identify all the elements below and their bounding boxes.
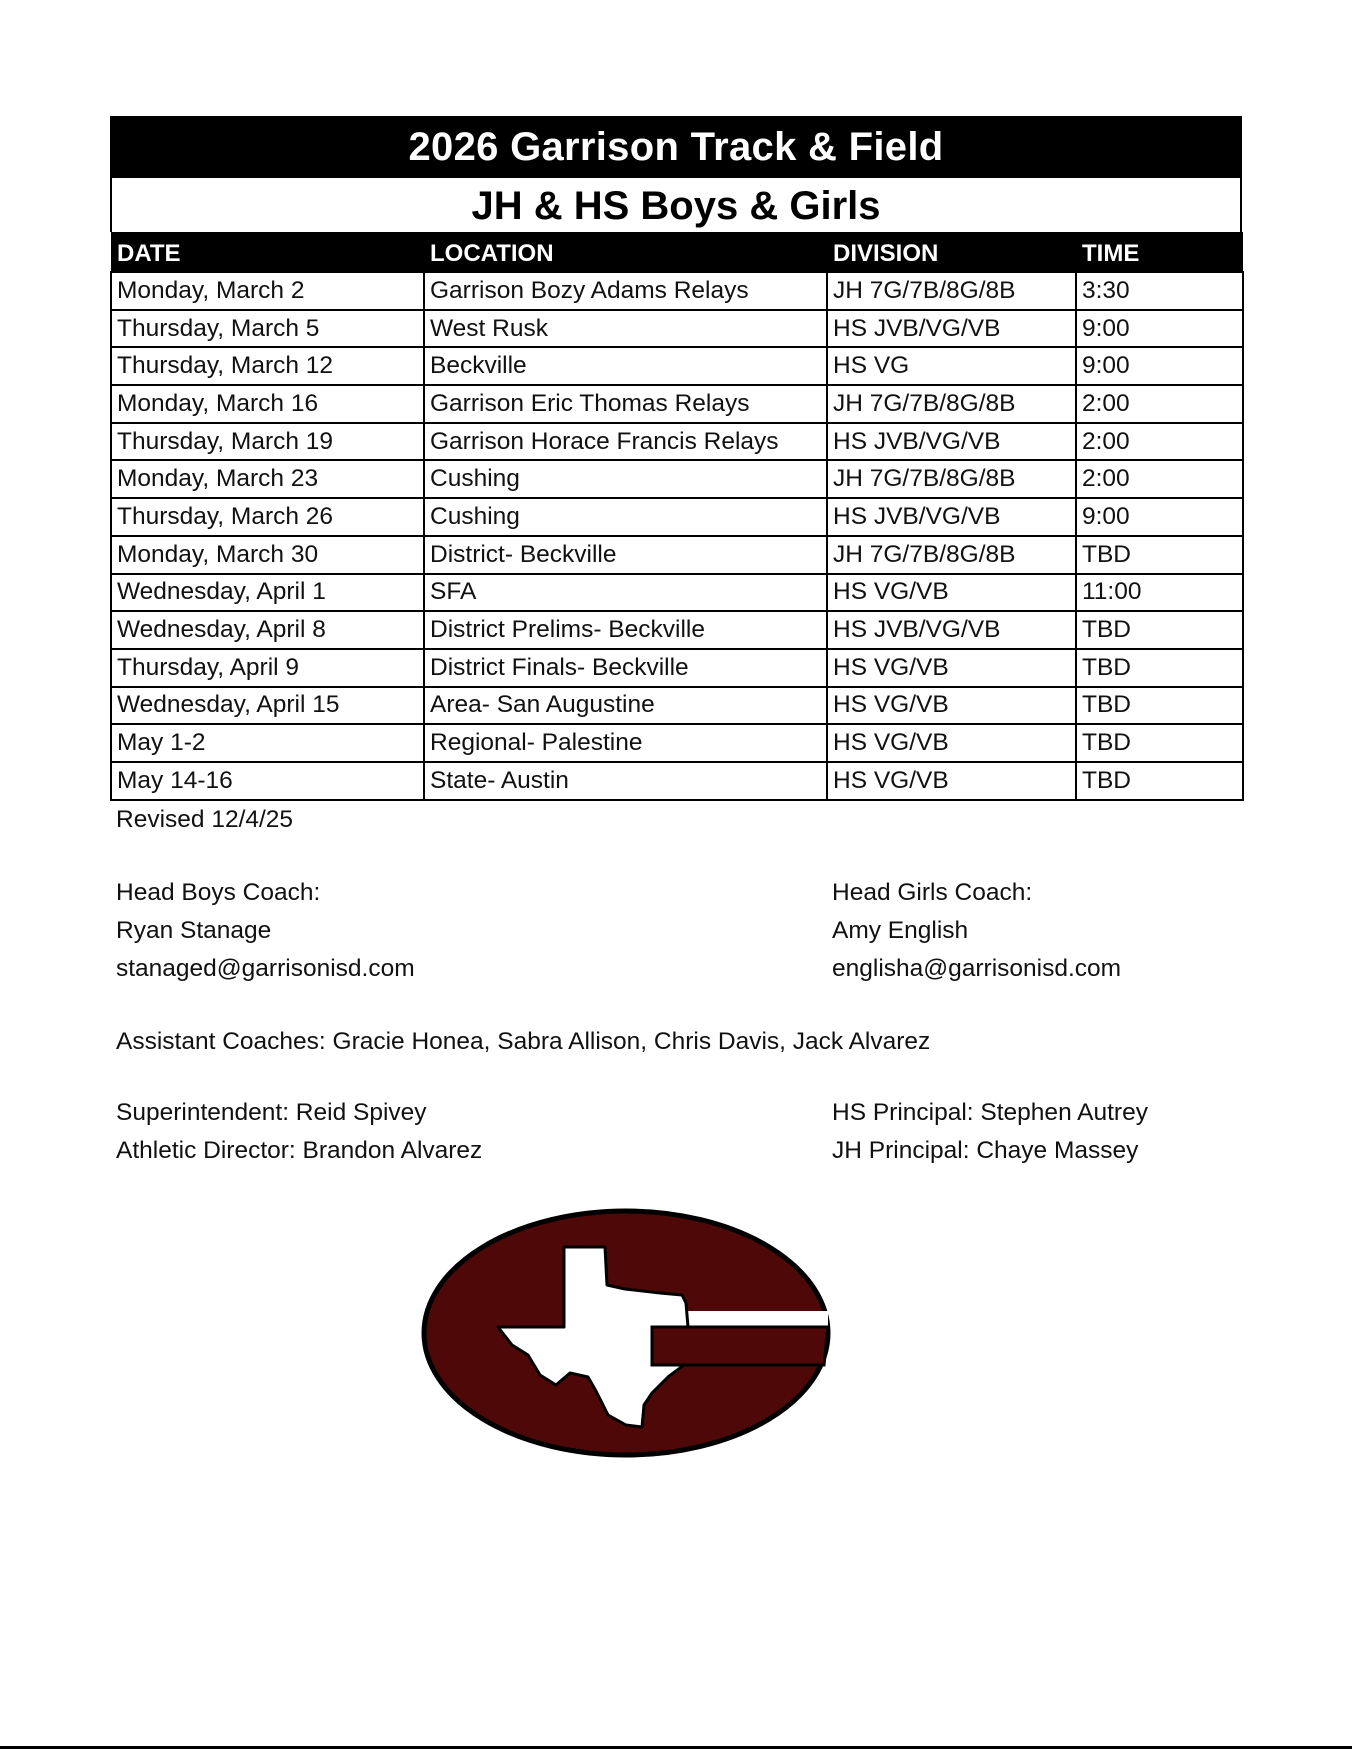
- column-header-time: TIME: [1076, 232, 1243, 272]
- table-row: [111, 649, 1243, 687]
- cell-location: Garrison Horace Francis Relays: [424, 423, 827, 461]
- cell-time: TBD: [1076, 762, 1243, 800]
- cell-time: 2:00: [1076, 460, 1243, 498]
- cell-division: JH 7G/7B/8G/8B: [827, 460, 1076, 498]
- boys-coach-label: Head Boys Coach:: [116, 879, 321, 906]
- cell-time: 2:00: [1076, 423, 1243, 461]
- head-girls-coach: [832, 874, 1121, 988]
- cell-location: Beckville: [424, 347, 827, 385]
- cell-date: Monday, March 23: [111, 460, 424, 498]
- column-header-location: LOCATION: [424, 232, 827, 272]
- administration-right: [832, 1094, 1148, 1170]
- cell-date: Monday, March 30: [111, 536, 424, 574]
- cell-time: TBD: [1076, 611, 1243, 649]
- cell-location: Garrison Bozy Adams Relays: [424, 272, 827, 310]
- cell-time: 9:00: [1076, 347, 1243, 385]
- cell-date: Monday, March 2: [111, 272, 424, 310]
- cell-date: Thursday, March 5: [111, 310, 424, 348]
- cell-date: Thursday, March 12: [111, 347, 424, 385]
- column-header-date: DATE: [111, 232, 424, 272]
- hs-principal: HS Principal: Stephen Autrey: [832, 1099, 1148, 1126]
- table-header-row: [111, 232, 1243, 272]
- girls-coach-label: Head Girls Coach:: [832, 879, 1033, 906]
- cell-location: Garrison Eric Thomas Relays: [424, 385, 827, 423]
- cell-division: HS VG/VB: [827, 649, 1076, 687]
- cell-division: HS JVB/VG/VB: [827, 310, 1076, 348]
- cell-date: Thursday, March 26: [111, 498, 424, 536]
- cell-division: HS VG: [827, 347, 1076, 385]
- cell-location: State- Austin: [424, 762, 827, 800]
- cell-location: West Rusk: [424, 310, 827, 348]
- assistant-coaches: Assistant Coaches: Gracie Honea, Sabra Allison, Chris Davis, Jack Alvarez: [116, 1028, 931, 1055]
- table-row: [111, 385, 1243, 423]
- cell-division: HS VG/VB: [827, 724, 1076, 762]
- table-row: [111, 724, 1243, 762]
- administration-left: [116, 1094, 482, 1170]
- table-row: [111, 498, 1243, 536]
- cell-date: May 14-16: [111, 762, 424, 800]
- cell-time: 9:00: [1076, 498, 1243, 536]
- cell-date: May 1-2: [111, 724, 424, 762]
- cell-division: HS VG/VB: [827, 762, 1076, 800]
- head-boys-coach: [116, 874, 415, 988]
- jh-principal: JH Principal: Chaye Massey: [832, 1137, 1139, 1164]
- table-row: [111, 347, 1243, 385]
- column-header-division: DIVISION: [827, 232, 1076, 272]
- cell-location: District- Beckville: [424, 536, 827, 574]
- cell-time: TBD: [1076, 687, 1243, 725]
- cell-division: HS VG/VB: [827, 687, 1076, 725]
- cell-location: SFA: [424, 574, 827, 612]
- cell-time: 9:00: [1076, 310, 1243, 348]
- cell-division: JH 7G/7B/8G/8B: [827, 536, 1076, 574]
- cell-division: HS VG/VB: [827, 574, 1076, 612]
- boys-coach-name: Ryan Stanage: [116, 917, 272, 944]
- cell-location: District Finals- Beckville: [424, 649, 827, 687]
- cell-time: TBD: [1076, 724, 1243, 762]
- cell-location: Regional- Palestine: [424, 724, 827, 762]
- table-row: [111, 687, 1243, 725]
- athletic-director: Athletic Director: Brandon Alvarez: [116, 1137, 483, 1164]
- table-row: [111, 611, 1243, 649]
- cell-time: TBD: [1076, 649, 1243, 687]
- cell-time: TBD: [1076, 536, 1243, 574]
- cell-time: 11:00: [1076, 574, 1243, 612]
- cell-date: Wednesday, April 1: [111, 574, 424, 612]
- cell-time: 3:30: [1076, 272, 1243, 310]
- cell-division: JH 7G/7B/8G/8B: [827, 385, 1076, 423]
- table-row: [111, 423, 1243, 461]
- cell-location: Area- San Augustine: [424, 687, 827, 725]
- table-row: [111, 762, 1243, 800]
- boys-coach-email: stanaged@garrisonisd.com: [116, 955, 415, 982]
- table-row: [111, 574, 1243, 612]
- girls-coach-email: englisha@garrisonisd.com: [832, 955, 1122, 982]
- cell-date: Wednesday, April 8: [111, 611, 424, 649]
- cell-location: Cushing: [424, 460, 827, 498]
- cell-date: Thursday, April 9: [111, 649, 424, 687]
- cell-location: Cushing: [424, 498, 827, 536]
- cell-division: HS JVB/VG/VB: [827, 423, 1076, 461]
- superintendent: Superintendent: Reid Spivey: [116, 1099, 427, 1126]
- page-title: 2026 Garrison Track & Field: [110, 116, 1242, 178]
- table-row: [111, 272, 1243, 310]
- schedule-sheet: [110, 116, 1242, 801]
- cell-location: District Prelims- Beckville: [424, 611, 827, 649]
- cell-date: Wednesday, April 15: [111, 687, 424, 725]
- cell-division: HS JVB/VG/VB: [827, 498, 1076, 536]
- cell-time: 2:00: [1076, 385, 1243, 423]
- cell-date: Monday, March 16: [111, 385, 424, 423]
- girls-coach-name: Amy English: [832, 917, 969, 944]
- garrison-logo-icon: [420, 1205, 832, 1460]
- table-row: [111, 536, 1243, 574]
- page-subtitle: JH & HS Boys & Girls: [110, 178, 1242, 232]
- cell-division: HS JVB/VG/VB: [827, 611, 1076, 649]
- table-row: [111, 460, 1243, 498]
- cell-division: JH 7G/7B/8G/8B: [827, 272, 1076, 310]
- schedule-table: [110, 232, 1244, 801]
- table-row: [111, 310, 1243, 348]
- cell-date: Thursday, March 19: [111, 423, 424, 461]
- revised-date: Revised 12/4/25: [116, 806, 294, 833]
